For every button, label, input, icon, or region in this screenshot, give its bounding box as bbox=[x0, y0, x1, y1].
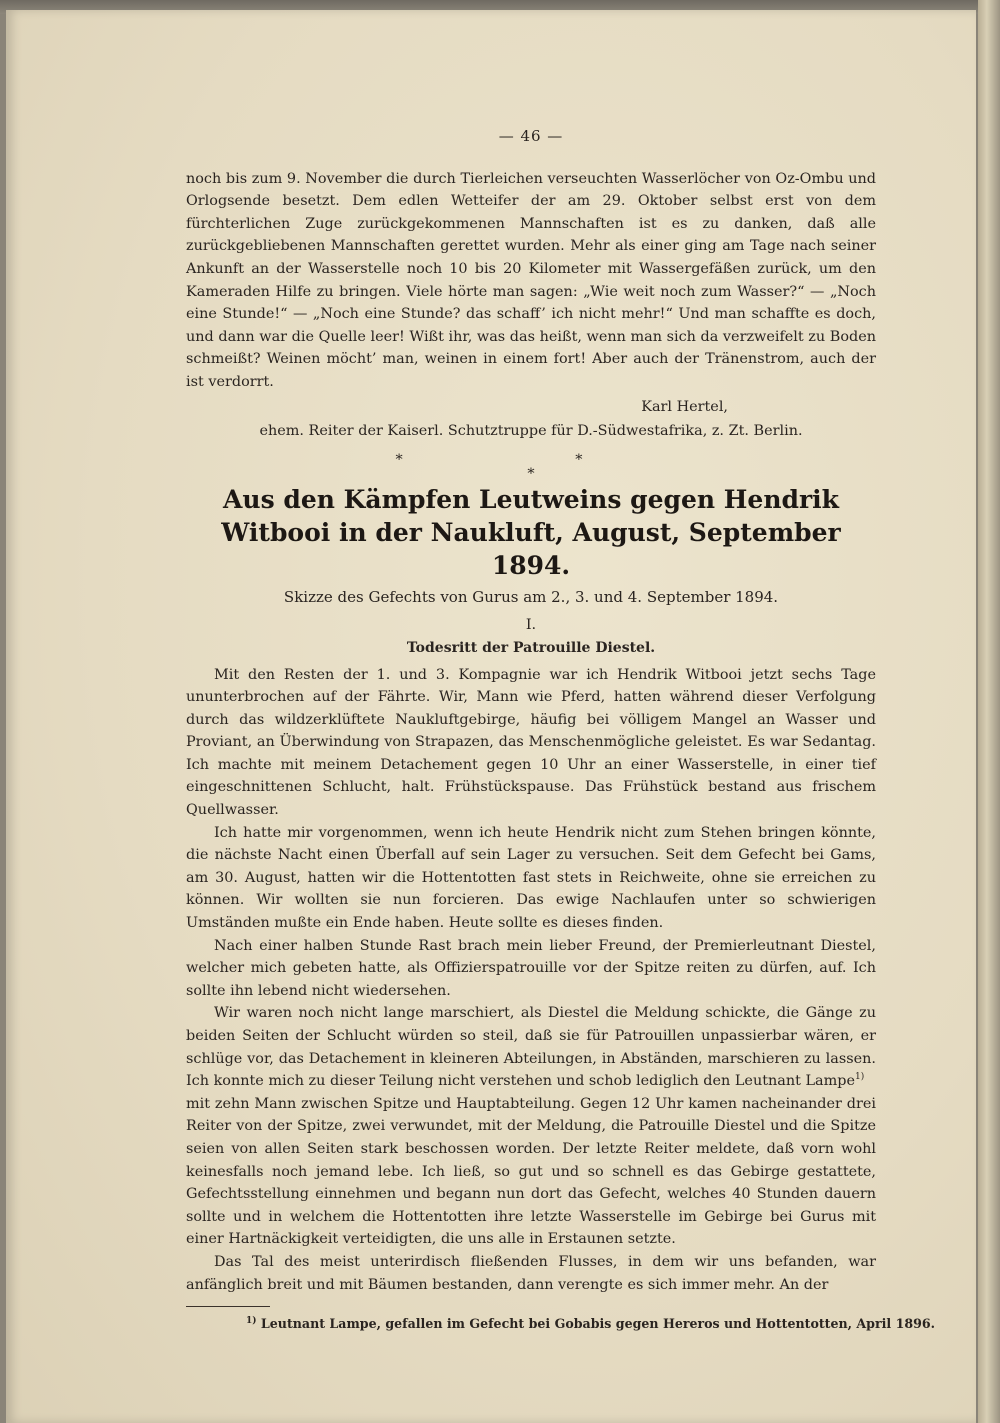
footnote-rule bbox=[186, 1306, 270, 1307]
page-text-block bbox=[186, 125, 936, 1336]
footnote-marker: 1) bbox=[246, 1315, 257, 1326]
section-number: I. bbox=[525, 617, 537, 634]
section-title: Todesritt der Patrouille Diestel. bbox=[406, 639, 656, 656]
body-paragraph-1: Mit den Resten der 1. und 3. Kompagnie war ich Hendrik Witbooi jetzt sechs Tage ununterbrochen auf der Fährte. Wir, Mann wie Pferd, hatten während dieser Verfolgung durch das wildzerklüftete Naukluftgebirge, häufig bei völligem Mangel an Wasser und Proviant, an Überwindung von Strapazen, das Menschenmögliche geleistet. Es war Sedantag. Ich machte mit meinem Detachement gegen 10 Uhr an einer Wasserstelle, in einer tief eingeschnittenen Schlucht, halt. Frühstückspause. Das Frühstück bestand aus frischem Quellwasser. bbox=[186, 666, 876, 819]
body-paragraph-5: Das Tal des meist unterirdisch fließenden Flusses, in dem wir uns befanden, war anfänglich breit und mit Bäumen bestanden, dann verengte es sich immer mehr. An der bbox=[186, 1253, 876, 1293]
footnote-text: Leutnant Lampe, gefallen im Gefecht bei Gobabis gegen Hereros und Hottentotten, April 1896. bbox=[260, 1316, 936, 1332]
stars-bottom: * bbox=[527, 465, 535, 482]
body-paragraph-4-continued: mit zehn Mann zwischen Spitze und Hauptabteilung. Gegen 12 Uhr kamen nacheinander drei Reiter von der Spitze, zwei verwundet, mit der Meldung, die Patrouille Diestel und die Spitze seien von allen Seiten stark beschossen worden. Der letzte Reiter meldete, daß vorn wohl keinesfalls noch jemand lebe. Ich ließ, so gut und so schnell es das Gebirge gestattete, Gefechtsstellung einnehmen und begann nun dort das Gefecht, welches 40 Stunden dauern sollte und in welchem die Hottentotten ihre letzte Wasserstelle im Gebirge bei Gurus mit einer Hartnäckigkeit verteidigten, die uns alle in Erstaunen setzte. bbox=[186, 1095, 876, 1248]
article-title: Aus den Kämpfen Leutweins gegen Hendrik Witbooi in der Naukluft, August, September 1894. bbox=[221, 484, 841, 580]
body-paragraph-4-text: Wir waren noch nicht lange marschiert, als Diestel die Meldung schickte, die Gänge zu beiden Seiten der Schlucht würden so steil, daß sie für Patrouillen unpassierbar wären, er schlüge vor, das Detachement in kleineren Abteilungen, in Abständen, marschieren zu lassen. Ich konnte mich zu dieser Teilung nicht verstehen und schob lediglich den Leutnant Lampe bbox=[186, 1005, 876, 1090]
section-separator-stars bbox=[186, 449, 876, 482]
footnote bbox=[186, 1313, 936, 1336]
signature-line: ehem. Reiter der Kaiserl. Schutztruppe für D.-Südwestafrika, z. Zt. Berlin. bbox=[259, 423, 803, 440]
footnote-reference: 1) bbox=[854, 1072, 865, 1083]
stars-top: * * bbox=[395, 451, 667, 468]
book-page bbox=[6, 10, 976, 1423]
body-paragraph-4 bbox=[186, 1002, 876, 1092]
intro-paragraph: noch bis zum 9. November die durch Tierleichen verseuchten Wasserlöcher von Oz-Ombu und Orlogsende besetzt. Dem edlen Wetteifer der am 29. Oktober selbst erst von dem fürchterlichen Zuge zurückgekommenen Mannschaften ist es zu danken, daß alle zurückgebliebenen Mannschaften gerettet wurden. Mehr als einer ging am Tage nach seiner Ankunft an der Wasserstelle noch 10 bis 20 Kilometer mit Wassergefäßen zurück, um den Kameraden Hilfe zu bringen. Viele hörte man sagen: „Wie weit noch zum Wasser?“ — „Noch eine Stunde!“ — „Noch eine Stunde? das schaff’ ich nicht mehr!“ Und man schaffte es doch, und dann war die Quelle leer! Wißt ihr, was das heißt, wenn man sich da verzweifelt zu Boden schmeißt? Weinen möcht’ man, weinen in einem fort! Aber auch der Tränenstrom, auch der ist verdorrt. bbox=[186, 170, 876, 390]
scan-border-right bbox=[978, 0, 1000, 1423]
article-subtitle: Skizze des Gefechts von Gurus am 2., 3. und 4. September 1894. bbox=[283, 587, 779, 606]
page-number: — 46 — bbox=[498, 127, 564, 145]
body-paragraph-2: Ich hatte mir vorgenommen, wenn ich heute Hendrik nicht zum Stehen bringen könnte, die nächste Nacht einen Überfall auf sein Lager zu versuchen. Seit dem Gefecht bei Gams, am 30. August, hatten wir die Hottentotten fast stets in Reichweite, ohne sie erreichen zu können. Wir wollten sie nun forcieren. Das ewige Nachlaufen unter so schwierigen Umständen mußte ein Ende haben. Heute sollte es dieses finden. bbox=[186, 824, 876, 932]
signature-name: Karl Hertel, bbox=[641, 398, 728, 415]
body-paragraph-3: Nach einer halben Stunde Rast brach mein lieber Freund, der Premierleutnant Diestel, welcher mich gebeten hatte, als Offizierspatrouille vor der Spitze reiten zu dürfen, auf. Ich sollte ihn lebend nicht wiedersehen. bbox=[186, 937, 876, 999]
